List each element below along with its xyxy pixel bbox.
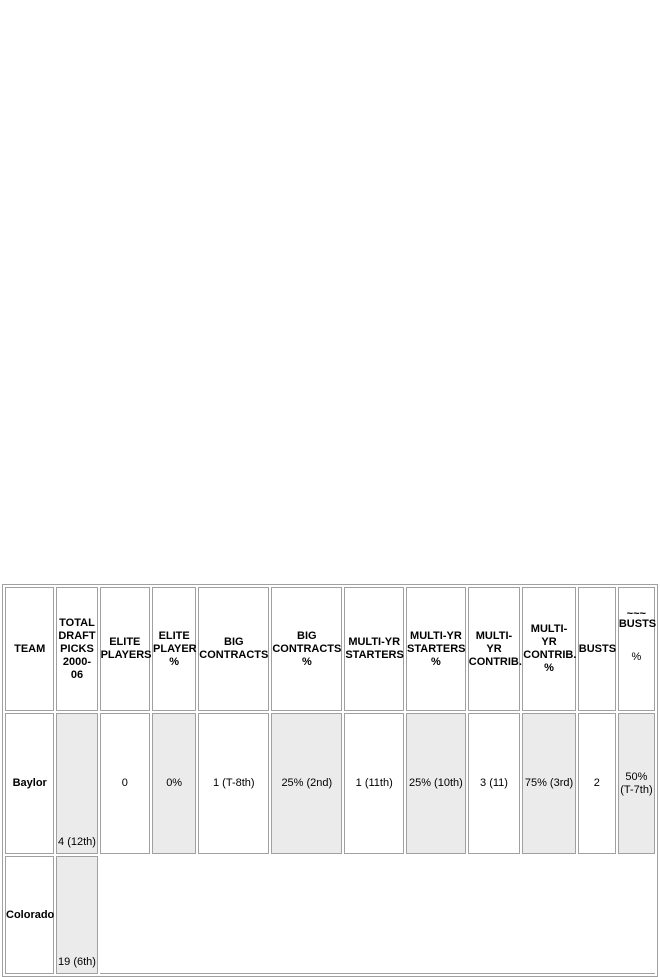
team-cell: Colorado [5, 856, 54, 974]
header-big-contracts: BIG CONTRACTS [198, 587, 269, 711]
header-multi-yr-starters-pct: MULTI-YR STARTERS % [406, 587, 466, 711]
header-total-draft-picks: TOTAL DRAFT PICKS 2000-06 [56, 587, 97, 711]
multi-starters-pct-cell: 25% (10th) [406, 713, 466, 854]
header-row [5, 587, 655, 711]
multi-contrib-pct-cell: 75% (3rd) [522, 713, 576, 854]
header-team: TEAM [5, 587, 54, 711]
header-big-contracts-pct: BIG CONTRACTS % [271, 587, 342, 711]
header-multi-yr-starters: MULTI-YR STARTERS [344, 587, 404, 711]
header-multi-yr-contrib-pct: MULTI-YR CONTRIB. % [522, 587, 576, 711]
table-row [5, 713, 655, 854]
total-picks-cell: 4 (12th) [56, 713, 97, 854]
header-busts-pct-symbol: % [631, 651, 642, 663]
big-contracts-pct-cell: 25% (2nd) [271, 713, 342, 854]
busts-pct-cell: 50% (T-7th) [618, 713, 655, 854]
header-busts-pct-label: BUSTS [618, 618, 657, 630]
busts-cell: 2 [578, 713, 616, 854]
header-busts-pct-tilde: ~~~ [626, 608, 647, 620]
header-busts: BUSTS [578, 587, 616, 711]
header-elite-player-pct: ELITE PLAYER % [152, 587, 196, 711]
team-cell: Baylor [5, 713, 54, 854]
draft-stats-table [2, 584, 658, 977]
multi-starters-cell: 1 (11th) [344, 713, 404, 854]
header-elite-players: ELITE PLAYERS [100, 587, 150, 711]
header-busts-pct [618, 587, 655, 711]
header-multi-yr-contrib: MULTI-YR CONTRIB. [468, 587, 521, 711]
total-picks-cell: 19 (6th) [56, 856, 97, 974]
big-contracts-cell: 1 (T-8th) [198, 713, 269, 854]
elite-players-cell: 0 [100, 713, 150, 854]
empty-row-area [100, 856, 655, 974]
multi-contrib-cell: 3 (11) [468, 713, 521, 854]
table-row [5, 856, 655, 974]
elite-pct-cell: 0% [152, 713, 196, 854]
